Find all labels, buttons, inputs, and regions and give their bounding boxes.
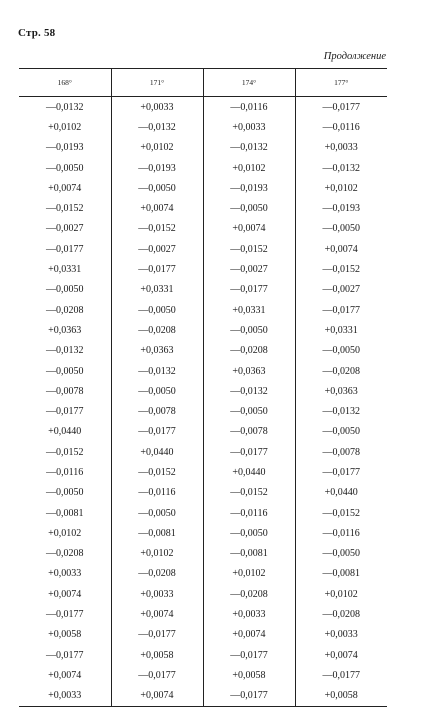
table-row <box>19 503 387 523</box>
table-row <box>19 138 387 158</box>
table-cell: —0,0208 <box>46 548 84 560</box>
table-row <box>19 259 387 279</box>
table-row <box>19 341 387 361</box>
table-cell: +0,0033 <box>19 686 111 707</box>
table-cell: —0,0177 <box>203 442 295 462</box>
table-cell: —0,0116 <box>111 483 203 503</box>
table-cell: +0,0033 <box>203 117 295 137</box>
table-cell: +0,0363 <box>111 341 203 361</box>
table-cell: +0,0102 <box>203 564 295 584</box>
table-cell: +0,0033 <box>48 568 82 580</box>
table-cell: —0,0177 <box>111 665 203 685</box>
table-cell: —0,0081 <box>111 523 203 543</box>
table-cell: —0,0132 <box>295 401 387 421</box>
table-cell: +0,0102 <box>203 158 295 178</box>
table-cell: —0,0050 <box>203 401 295 421</box>
table-cell: —0,0078 <box>46 385 84 397</box>
table-cell: —0,0116 <box>295 523 387 543</box>
table-cell: —0,0050 <box>46 365 84 377</box>
table-cell: +0,0074 <box>111 604 203 624</box>
table-cell: —0,0152 <box>111 219 203 239</box>
table-row <box>19 483 387 503</box>
table-cell: —0,0050 <box>203 523 295 543</box>
table-cell: —0,0050 <box>203 198 295 218</box>
table-row <box>19 158 387 178</box>
table-cell: —0,0152 <box>203 239 295 259</box>
table-cell: —0,0132 <box>203 381 295 401</box>
table-cell: —0,0193 <box>295 198 387 218</box>
table-cell: —0,0116 <box>203 503 295 523</box>
table-cell: —0,0078 <box>203 422 295 442</box>
table-cell: +0,0440 <box>295 483 387 503</box>
table-cell: +0,0074 <box>203 219 295 239</box>
table-cell: —0,0208 <box>203 584 295 604</box>
table-cell: —0,0177 <box>203 686 295 707</box>
table-cell: +0,0102 <box>48 121 82 133</box>
table-cell: —0,0132 <box>46 101 84 113</box>
table-row <box>19 665 387 685</box>
table-cell: —0,0050 <box>203 320 295 340</box>
table-cell: —0,0027 <box>203 259 295 279</box>
table-row <box>19 401 387 421</box>
table-cell: +0,0074 <box>111 198 203 218</box>
table-cell: —0,0152 <box>46 446 84 458</box>
table-cell: —0,0177 <box>295 300 387 320</box>
table-cell: +0,0331 <box>203 300 295 320</box>
table-cell: —0,0081 <box>46 507 84 519</box>
column-header-177: 177° <box>295 69 387 97</box>
table-cell: +0,0033 <box>295 625 387 645</box>
table-cell: —0,0132 <box>203 138 295 158</box>
table-cell: +0,0074 <box>48 669 82 681</box>
table-cell: —0,0193 <box>203 178 295 198</box>
table-cell: +0,0074 <box>295 645 387 665</box>
table-cell: +0,0440 <box>111 442 203 462</box>
table-cell: —0,0208 <box>295 604 387 624</box>
table-cell: —0,0177 <box>203 280 295 300</box>
table-row <box>19 178 387 198</box>
table-cell: +0,0331 <box>295 320 387 340</box>
table-row <box>19 442 387 462</box>
table-cell: —0,0027 <box>46 223 84 235</box>
table-cell: —0,0132 <box>111 361 203 381</box>
table-cell: —0,0177 <box>46 609 84 621</box>
table-cell: —0,0208 <box>295 361 387 381</box>
table-cell: —0,0116 <box>46 466 84 478</box>
table-cell: +0,0033 <box>111 97 203 118</box>
table-cell: —0,0050 <box>111 503 203 523</box>
table-cell: —0,0177 <box>46 649 84 661</box>
table-cell: —0,0116 <box>203 97 295 118</box>
table-cell: —0,0027 <box>295 280 387 300</box>
table-cell: +0,0074 <box>295 239 387 259</box>
table-row <box>19 117 387 137</box>
table-cell: —0,0050 <box>295 219 387 239</box>
table-cell: —0,0208 <box>111 320 203 340</box>
table-cell: —0,0050 <box>111 300 203 320</box>
table-cell: —0,0152 <box>295 503 387 523</box>
table-row <box>19 361 387 381</box>
table-cell: +0,0058 <box>48 629 82 641</box>
table-cell: +0,0102 <box>295 178 387 198</box>
table-row <box>19 625 387 645</box>
table-cell: —0,0081 <box>295 564 387 584</box>
table-cell: +0,0074 <box>111 686 203 707</box>
table-cell: —0,0177 <box>111 422 203 442</box>
table-row <box>19 239 387 259</box>
table-cell: —0,0132 <box>46 345 84 357</box>
table-row <box>19 564 387 584</box>
table-cell: +0,0102 <box>111 138 203 158</box>
table-cell: —0,0152 <box>46 203 84 215</box>
table-cell: —0,0177 <box>111 625 203 645</box>
table-cell: —0,0078 <box>111 401 203 421</box>
table-cell: —0,0193 <box>111 158 203 178</box>
table-row <box>19 381 387 401</box>
table-cell: +0,0363 <box>203 361 295 381</box>
column-header-174: 174° <box>203 69 295 97</box>
table-cell: +0,0331 <box>111 280 203 300</box>
table-cell: —0,0177 <box>46 243 84 255</box>
table-cell: —0,0050 <box>46 284 84 296</box>
table-cell: —0,0050 <box>46 487 84 499</box>
table-cell: —0,0050 <box>295 544 387 564</box>
table-row <box>19 584 387 604</box>
column-header-171: 171° <box>111 69 203 97</box>
table-cell: —0,0177 <box>203 645 295 665</box>
table-row <box>19 422 387 442</box>
table-cell: —0,0208 <box>203 341 295 361</box>
table-cell: +0,0102 <box>295 584 387 604</box>
table-cell: —0,0177 <box>46 406 84 418</box>
table-cell: —0,0193 <box>46 142 84 154</box>
table-cell: +0,0058 <box>203 665 295 685</box>
table-cell: +0,0102 <box>48 527 82 539</box>
table-cell: —0,0132 <box>295 158 387 178</box>
table-row <box>19 219 387 239</box>
table-row <box>19 645 387 665</box>
table-row <box>19 462 387 482</box>
table-row <box>19 300 387 320</box>
table-header-row <box>19 69 387 97</box>
column-header-168: 168° <box>19 69 111 97</box>
table-cell: +0,0033 <box>203 604 295 624</box>
table-cell: +0,0363 <box>48 324 82 336</box>
table-cell: —0,0050 <box>111 178 203 198</box>
table-cell: —0,0208 <box>46 304 84 316</box>
table-row <box>19 544 387 564</box>
table-cell: +0,0033 <box>295 138 387 158</box>
table-cell: —0,0050 <box>46 162 84 174</box>
table-cell: +0,0102 <box>111 544 203 564</box>
table-cell: +0,0074 <box>203 625 295 645</box>
table-cell: —0,0078 <box>295 442 387 462</box>
table-cell: —0,0177 <box>295 97 387 118</box>
table-cell: —0,0050 <box>295 341 387 361</box>
table-cell: +0,0331 <box>48 264 82 276</box>
table-cell: —0,0132 <box>111 117 203 137</box>
table-cell: +0,0033 <box>111 584 203 604</box>
table-cell: +0,0440 <box>203 462 295 482</box>
continuation-label: Продолжение <box>323 51 386 62</box>
data-table-container <box>19 68 387 707</box>
table-cell: —0,0027 <box>111 239 203 259</box>
table-row <box>19 97 387 118</box>
table-cell: —0,0177 <box>111 259 203 279</box>
table-cell: —0,0152 <box>203 483 295 503</box>
table-cell: +0,0074 <box>48 182 82 194</box>
table-cell: +0,0058 <box>111 645 203 665</box>
table-row <box>19 523 387 543</box>
table-cell: —0,0050 <box>295 422 387 442</box>
table-cell: +0,0440 <box>48 426 82 438</box>
table-row <box>19 320 387 340</box>
table-row <box>19 280 387 300</box>
page-number: Стр. 58 <box>18 27 56 39</box>
table-cell: —0,0081 <box>203 544 295 564</box>
table-row <box>19 198 387 218</box>
data-table <box>19 68 387 707</box>
table-cell: +0,0363 <box>295 381 387 401</box>
table-body <box>19 97 387 707</box>
table-row <box>19 604 387 624</box>
table-cell: —0,0208 <box>111 564 203 584</box>
table-cell: +0,0074 <box>48 588 82 600</box>
table-cell: —0,0116 <box>295 117 387 137</box>
table-cell: —0,0152 <box>295 259 387 279</box>
table-cell: —0,0177 <box>295 665 387 685</box>
table-cell: —0,0050 <box>111 381 203 401</box>
table-cell: —0,0177 <box>295 462 387 482</box>
table-cell: —0,0152 <box>111 462 203 482</box>
table-cell: +0,0058 <box>295 686 387 707</box>
table-row <box>19 686 387 707</box>
